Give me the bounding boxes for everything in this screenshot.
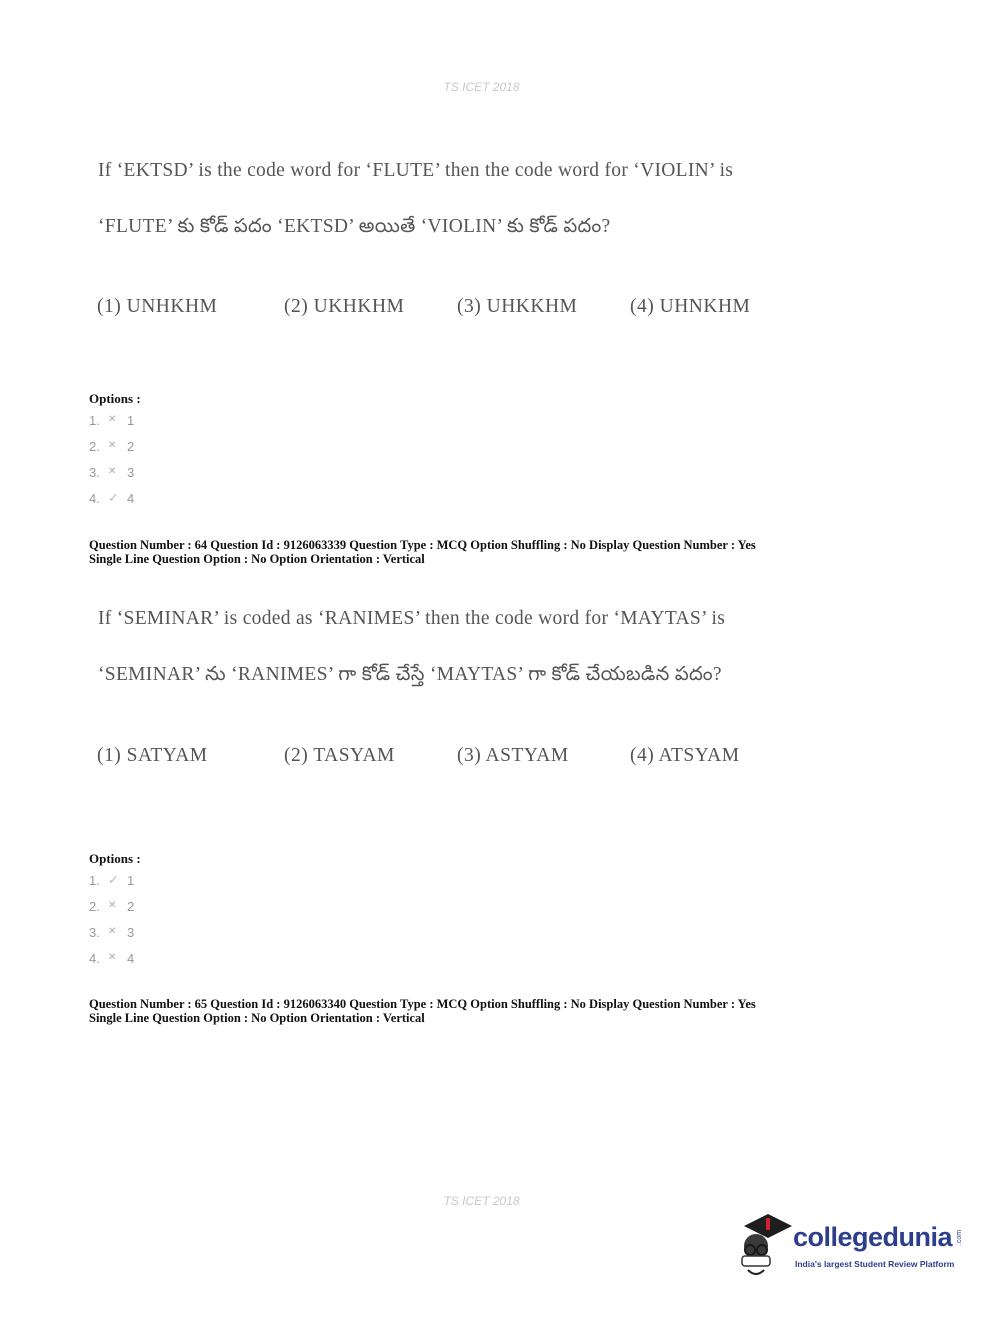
mascot-icon: [736, 1212, 794, 1282]
check-icon: ✓: [108, 490, 119, 505]
logo-wordmark: collegedunia: [793, 1222, 953, 1252]
logo-tagline: India's largest Student Review Platform: [795, 1259, 955, 1269]
option-row: 1. ✕ 1: [89, 413, 135, 428]
question-1-text-telugu: ‘FLUTE’ కు కోడ్ పదం ‘EKTSD’ అయితే ‘VIOLIN’ కు కోడ్ పదం?: [98, 216, 611, 237]
option-row: 2. ✕ 2: [89, 899, 135, 914]
question-1-text-english: If ‘EKTSD’ is the code word for ‘FLUTE’ then the code word for ‘VIOLIN’ is: [98, 160, 734, 181]
option-row: 3. ✕ 3: [89, 465, 135, 480]
choice-2: (2) UKHKHM: [284, 296, 405, 317]
footer-watermark: TS ICET 2018: [443, 1194, 520, 1208]
question-1-meta: Question Number : 64 Question Id : 9126063339 Question Type : MCQ Option Shuffling : No Display Question Number : Yes Single Line Question Option : No Option Orientation : Vertical: [89, 538, 756, 566]
cross-icon: ✕: [108, 440, 117, 451]
option-row: 3. ✕ 3: [89, 925, 135, 940]
option-row: 4. ✓ 4: [89, 490, 135, 506]
option-row: 2. ✕ 2: [89, 439, 135, 454]
cross-icon: ✕: [108, 414, 117, 425]
options-label: Options :: [89, 851, 141, 866]
cross-icon: ✕: [108, 900, 117, 911]
collegedunia-logo[interactable]: [736, 1212, 964, 1282]
cross-icon: ✕: [108, 952, 117, 963]
logo-suffix: .com: [956, 1229, 964, 1246]
choice-2: (2) TASYAM: [284, 745, 395, 766]
choice-4: (4) ATSYAM: [630, 745, 740, 766]
question-2-text-english: If ‘SEMINAR’ is coded as ‘RANIMES’ then the code word for ‘MAYTAS’ is: [98, 608, 726, 629]
cross-icon: ✕: [108, 926, 117, 937]
question-2-text-telugu: ‘SEMINAR’ ను ‘RANIMES’ గా కోడ్ చేస్తే ‘MAYTAS’ గా కోడ్ చేయబడిన పదం?: [98, 664, 722, 685]
header-watermark: TS ICET 2018: [443, 80, 520, 94]
choice-1: (1) UNHKHM: [97, 296, 218, 317]
choice-3: (3) ASTYAM: [457, 745, 569, 766]
question-2-meta: Question Number : 65 Question Id : 9126063340 Question Type : MCQ Option Shuffling : No Display Question Number : Yes Single Line Question Option : No Option Orientation : Vertical: [89, 997, 756, 1025]
option-row: 1. ✓ 1: [89, 872, 135, 888]
cross-icon: ✕: [108, 466, 117, 477]
choice-4: (4) UHNKHM: [630, 296, 751, 317]
choice-1: (1) SATYAM: [97, 745, 208, 766]
check-icon: ✓: [108, 872, 119, 887]
option-row: 4. ✕ 4: [89, 951, 135, 966]
options-label: Options :: [89, 391, 141, 406]
choice-3: (3) UHKKHM: [457, 296, 578, 317]
